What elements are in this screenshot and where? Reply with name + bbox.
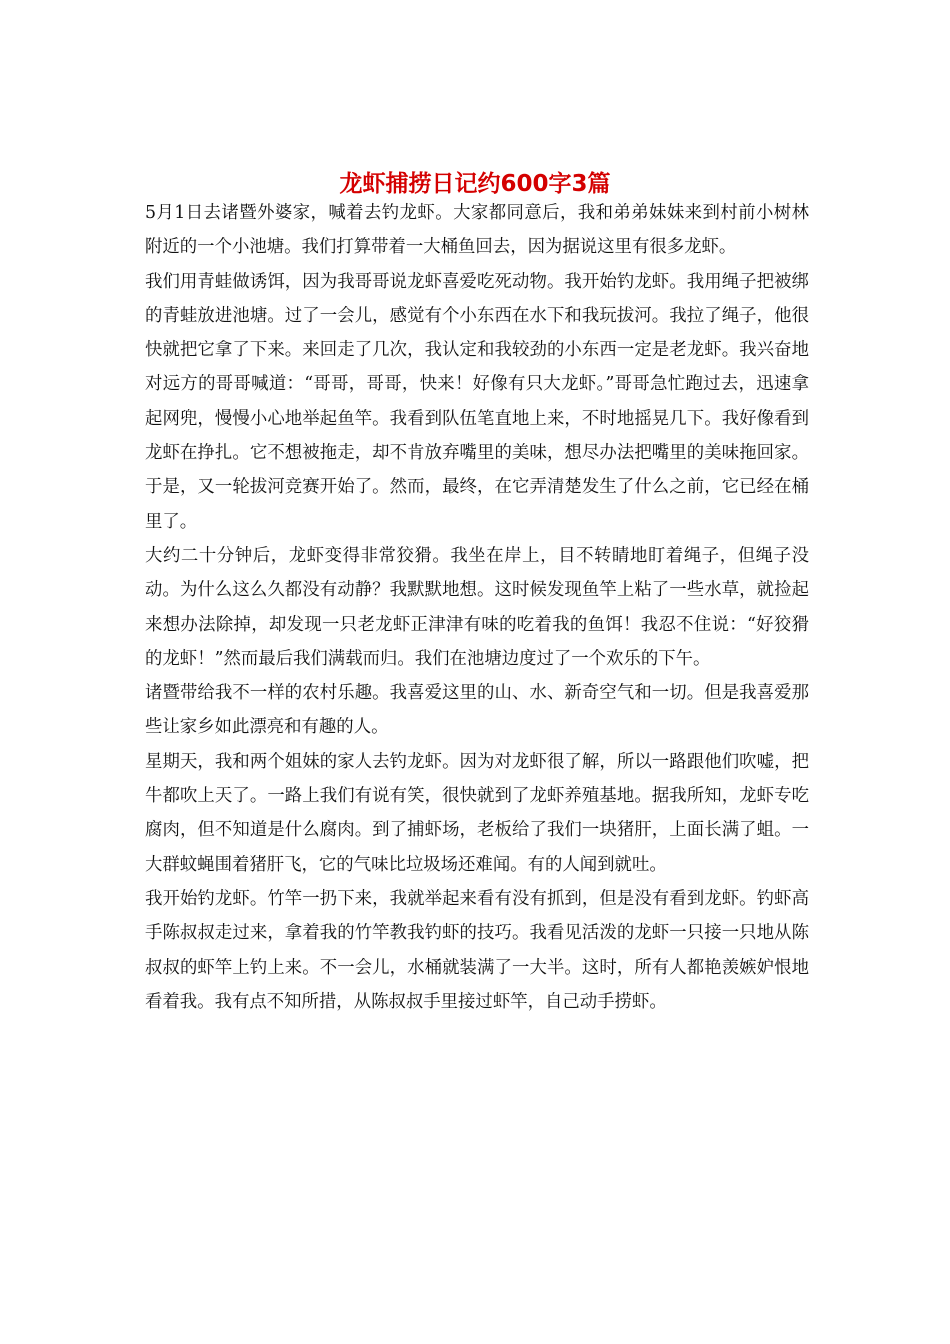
paragraph: 大约二十分钟后，龙虾变得非常狡猾。我坐在岸上，目不转睛地盯着绳子，但绳子没动。为什么这么久都没有动静？我默默地想。这时候发现鱼竿上粘了一些水草，就捡起来想办法除掉，却发现一只老龙虾正津津有味的吃着我的鱼饵！我忍不住说：“好狡猾的龙虾！”然而最后我们满载而归。我们在池塘边度过了一个欢乐的下午。 xyxy=(145,545,809,669)
document-title: 龙虾捕捞日记约600字3篇 xyxy=(339,171,611,198)
document-body xyxy=(145,196,809,1019)
paragraph: 我们用青蛙做诱饵，因为我哥哥说龙虾喜爱吃死动物。我开始钓龙虾。我用绳子把被绑的青蛙放进池塘。过了一会儿，感觉有个小东西在水下和我玩拔河。我拉了绳子，他很快就把它拿了下来。来回走了几次，我认定和我较劲的小东西一定是老龙虾。我兴奋地对远方的哥哥喊道：“哥哥，哥哥，快来！好像有只大龙虾。”哥哥急忙跑过去，迅速拿起网兜，慢慢小心地举起鱼竿。我看到队伍笔直地上来，不时地摇晃几下。我好像看到龙虾在挣扎。它不想被拖走，却不肯放弃嘴里的美味，想尽办法把嘴里的美味拖回家。于是，又一轮拔河竞赛开始了。然而，最终，在它弄清楚发生了什么之前，它已经在桶里了。 xyxy=(145,271,809,532)
paragraph: 5月1日去诸暨外婆家，喊着去钓龙虾。大家都同意后，我和弟弟妹妹来到村前小树林附近的一个小池塘。我们打算带着一大桶鱼回去，因为据说这里有很多龙虾。 xyxy=(145,203,809,258)
paragraph: 我开始钓龙虾。竹竿一扔下来，我就举起来看有没有抓到，但是没有看到龙虾。钓虾高手陈叔叔走过来，拿着我的竹竿教我钓虾的技巧。我看见活泼的龙虾一只接一只地从陈叔叔的虾竿上钓上来。不一会儿，水桶就装满了一大半。这时，所有人都艳羡嫉妒恨地看着我。我有点不知所措，从陈叔叔手里接过虾竿，自己动手捞虾。 xyxy=(145,888,809,1012)
paragraph: 诸暨带给我不一样的农村乐趣。我喜爱这里的山、水、新奇空气和一切。但是我喜爱那些让家乡如此漂亮和有趣的人。 xyxy=(145,683,809,738)
paragraph: 星期天，我和两个姐妹的家人去钓龙虾。因为对龙虾很了解，所以一路跟他们吹嘘，把牛都吹上天了。一路上我们有说有笑，很快就到了龙虾养殖基地。据我所知，龙虾专吃腐肉，但不知道是什么腐肉。到了捕虾场，老板给了我们一块猪肝，上面长满了蛆。一大群蚊蝇围着猪肝飞，它的气味比垃圾场还难闻。有的人闻到就吐。 xyxy=(145,751,809,875)
